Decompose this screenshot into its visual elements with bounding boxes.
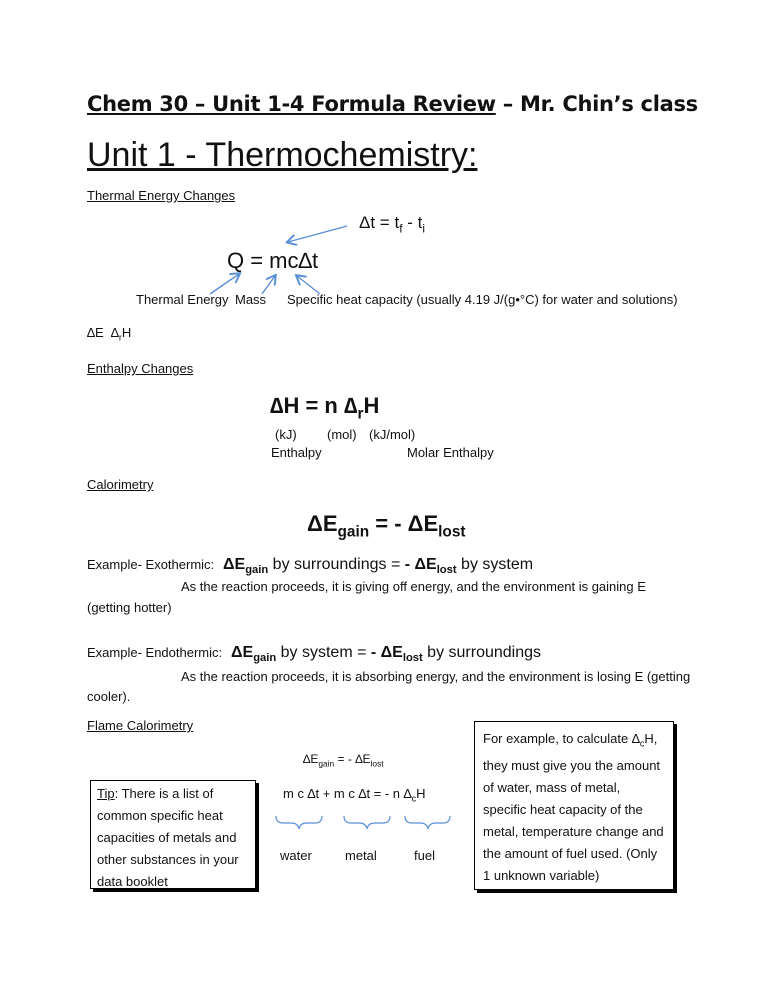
exo-note-line1: As the reaction proceeds, it is giving off energy, and the environment is gaining E [181,579,646,594]
drh-sub: r [118,332,122,343]
info-b: H, they must give you the amount of water, mass of metal, specific heat capacity of the metal, temperature change and the amount of fuel used. (Only 1 unknown variable) [483,731,664,883]
example-info-box [474,721,674,890]
label-specific-heat: Specific heat capacity (usually 4.19 J/(g•°C) for water and solutions) [287,292,678,307]
section-enthalpy-label: Enthalpy Changes [87,361,194,376]
under-label-water: water [280,848,312,863]
example-info-text [483,728,665,887]
exo-lost: lost [436,564,457,577]
under-label-fuel: fuel [414,848,435,863]
tip-box [90,780,256,889]
flame-eq2-a: m c ∆t + m c ∆t = - n ∆ [283,786,412,801]
endo-note-line2: cooler). [87,689,131,704]
section-calorimetry-label: Calorimetry [87,477,154,492]
flame-eq1-a: ∆E [303,752,319,766]
de-text: ∆E [87,325,104,340]
endo-note-line1: As the reaction proceeds, it is absorbing energy, and the environment is losing E (getting [181,669,691,684]
exo-neg: - ΔE [404,556,437,573]
underbrace-metal [344,816,390,829]
drh-h: H [121,325,132,340]
flame-eq1-lost: lost [370,758,384,769]
exo-prefix: Example- Exothermic: [87,557,215,572]
enthalpy-formula-text: ∆H = n ∆ [270,393,358,418]
endo-lost: lost [402,652,423,665]
word-enthalpy: Enthalpy [271,445,322,460]
exo-gain: gain [245,564,269,577]
tip-text-block [97,783,249,893]
cal-mid: = - ΔE [369,511,439,536]
flame-eq2-c: c [411,793,417,804]
info-c: c [639,738,645,749]
section-thermal-label: Thermal Energy Changes [87,188,236,203]
tip-text: : There is a list of common specific heat capacities of metals and other substances in your data booklet [97,786,239,889]
exo-mid: by surroundings = [268,556,405,573]
enthalpy-formula-sub: r [357,405,364,423]
title-rest: – Mr. Chin’s class [495,92,698,116]
dt-minus: - t [402,213,423,232]
flame-eq1-mid: = - ∆E [334,752,371,766]
under-label-metal: metal [345,848,377,863]
unit-heading: Unit 1 - Thermochemistry: [87,136,478,174]
flame-eq2-h: H [416,786,426,801]
dt-sub-f: f [399,221,403,236]
dt-sub-i: i [422,221,425,236]
title-main: Chem 30 – Unit 1-4 Formula Review [87,92,496,116]
underbrace-water [276,816,322,829]
flame-eq1-gain: gain [318,758,335,769]
unit-kj-mol: (kJ/mol) [369,427,416,442]
underbrace-fuel [405,816,450,829]
exo-end: by system [456,556,534,573]
endo-prefix: Example- Endothermic: [87,645,223,660]
cal-e-gain: ΔE [307,511,338,536]
dt-text: Δt = t [359,213,400,232]
endo-mid: by system = [276,644,371,661]
exo-note-line2: (getting hotter) [87,600,172,615]
q-formula: Q = mc∆t [227,248,319,273]
endo-end: by surroundings [422,644,542,661]
label-thermal-energy: Thermal Energy [136,292,229,307]
exo-e: ΔE [223,556,246,573]
section-flame-label: Flame Calorimetry [87,718,194,733]
label-mass: Mass [235,292,267,307]
cal-gain-sub: gain [337,523,370,541]
unit-mol: (mol) [327,427,357,442]
word-molar-enthalpy: Molar Enthalpy [407,445,494,460]
drh-delta: ∆ [110,325,119,340]
endo-e: ΔE [231,644,254,661]
cal-lost-sub: lost [438,523,466,541]
unit-kj: (kJ) [275,427,297,442]
tip-label: Tip [97,786,115,801]
enthalpy-formula-h: H [363,393,380,418]
endo-gain: gain [253,652,277,665]
info-a: For example, to calculate ∆ [483,731,640,746]
endo-neg: - ΔE [370,644,403,661]
